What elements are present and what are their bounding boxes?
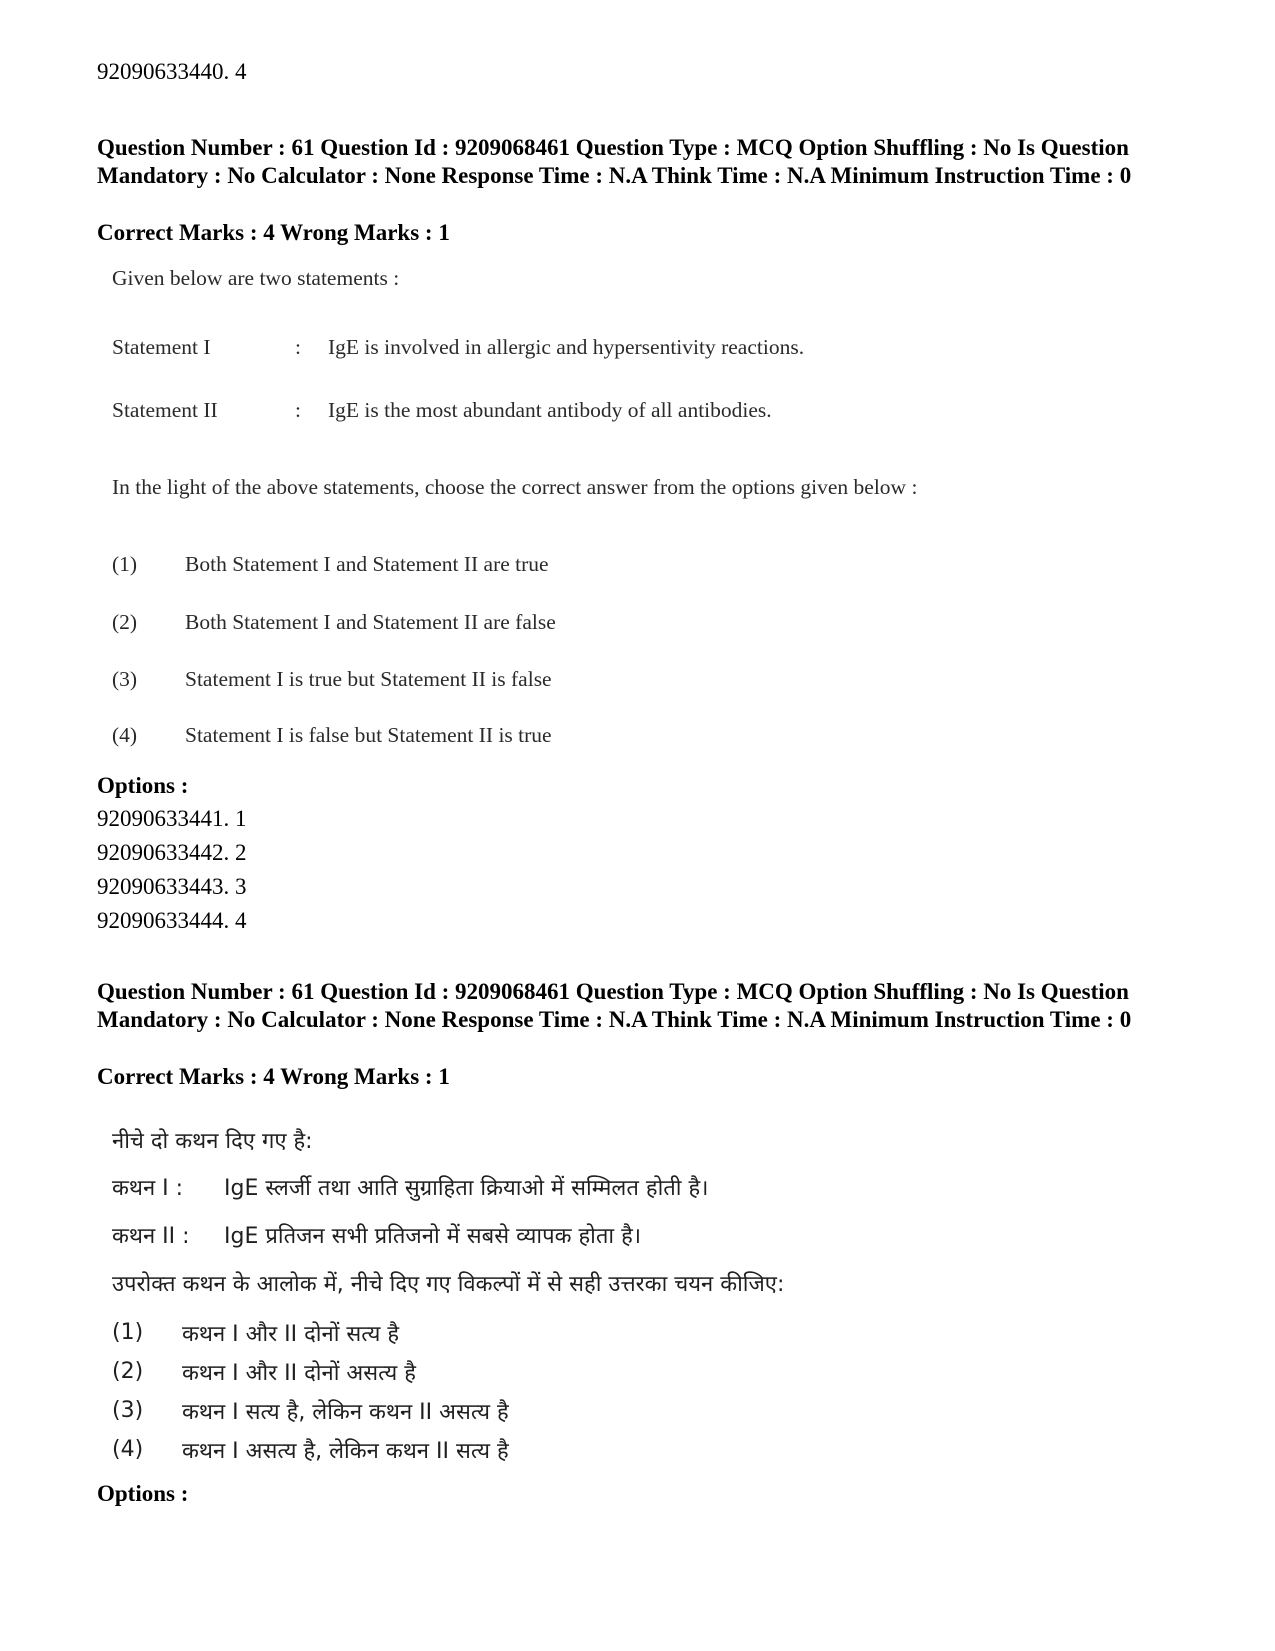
choice-number: (4) bbox=[112, 723, 138, 747]
question-intro: Given below are two statements : bbox=[112, 266, 400, 290]
statement-2-text: IgE प्रतिजन सभी प्रतिजनो में सबसे व्यापक होता है। bbox=[224, 1224, 642, 1249]
choice-number: (2) bbox=[112, 1359, 144, 1384]
statement-1-text: IgE is involved in allergic and hypersentivity reactions. bbox=[328, 335, 805, 359]
option-item: 92090633442. 2 bbox=[97, 840, 247, 865]
question-meta-hi: Question Number : 61 Question Id : 9209068461 Question Type : MCQ Option Shuffling : No Is Question Mandatory : No Calculator : None Response Time : N.A Think Time : N.A Minimum Instruction Time : 0 bbox=[97, 979, 1132, 1032]
previous-option-line: 92090633440. 4 bbox=[97, 59, 247, 84]
choice-text: कथन I और II दोनों असत्य है bbox=[182, 1361, 416, 1386]
statement-2-label: Statement II bbox=[112, 398, 218, 422]
choice-text: Both Statement I and Statement II are false bbox=[185, 610, 556, 634]
options-title-hi: Options : bbox=[97, 1481, 189, 1506]
options-title-en: Options : bbox=[97, 773, 189, 798]
question-instruction: In the light of the above statements, choose the correct answer from the options given below : bbox=[112, 475, 918, 499]
choice-text: Statement I is false but Statement II is true bbox=[185, 723, 552, 747]
question-marks-en: Correct Marks : 4 Wrong Marks : 1 bbox=[97, 220, 450, 245]
statement-1-colon: : bbox=[295, 335, 301, 359]
question-instruction: उपरोक्त कथन के आलोक में, नीचे दिए गए विकल्पों में से सही उत्तरका चयन कीजिए: bbox=[112, 1272, 785, 1297]
choice-number: (2) bbox=[112, 610, 138, 634]
question-meta-en: Question Number : 61 Question Id : 9209068461 Question Type : MCQ Option Shuffling : No Is Question Mandatory : No Calculator : None Response Time : N.A Think Time : N.A Minimum Instruction Time : 0 bbox=[97, 135, 1132, 188]
choice-number: (3) bbox=[112, 1398, 144, 1423]
option-item: 92090633443. 3 bbox=[97, 874, 247, 899]
statement-1-label: Statement I bbox=[112, 335, 211, 359]
choice-text: Both Statement I and Statement II are true bbox=[185, 552, 549, 576]
question-marks-hi: Correct Marks : 4 Wrong Marks : 1 bbox=[97, 1064, 450, 1089]
question-intro: नीचे दो कथन दिए गए है: bbox=[112, 1129, 313, 1154]
choice-number: (4) bbox=[112, 1437, 144, 1462]
options-list-en bbox=[97, 802, 247, 938]
choice-number: (1) bbox=[112, 1320, 144, 1345]
statement-2-text: IgE is the most abundant antibody of all antibodies. bbox=[328, 398, 772, 422]
option-item: 92090633444. 4 bbox=[97, 908, 247, 933]
choice-text: कथन I सत्य है, लेकिन कथन II असत्य है bbox=[182, 1400, 509, 1425]
choice-text: कथन I और II दोनों सत्य है bbox=[182, 1322, 400, 1347]
statement-2-label: कथन II : bbox=[112, 1224, 190, 1249]
choice-text: कथन I असत्य है, लेकिन कथन II सत्य है bbox=[182, 1439, 509, 1464]
choice-number: (1) bbox=[112, 552, 138, 576]
choice-text: Statement I is true but Statement II is false bbox=[185, 667, 552, 691]
option-item: 92090633441. 1 bbox=[97, 806, 247, 831]
statement-1-text: IgE स्लर्जी तथा आति सुग्राहिता क्रियाओ में सम्मिलत होती है। bbox=[224, 1176, 709, 1201]
statement-1-label: कथन I : bbox=[112, 1176, 184, 1201]
choice-number: (3) bbox=[112, 667, 138, 691]
statement-2-colon: : bbox=[295, 398, 301, 422]
